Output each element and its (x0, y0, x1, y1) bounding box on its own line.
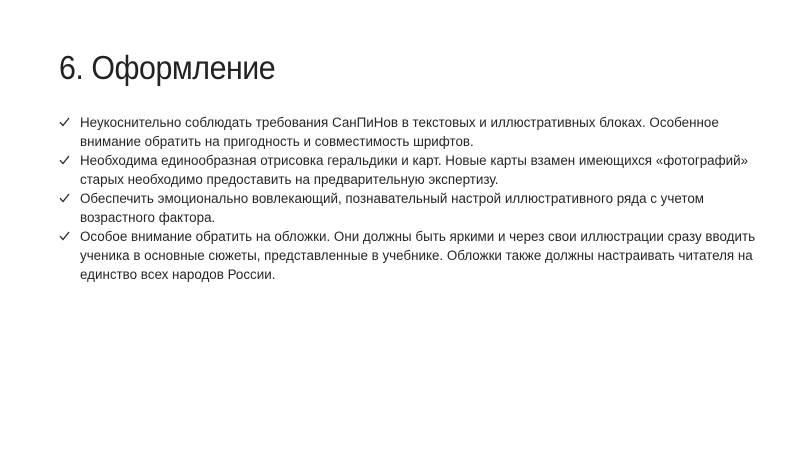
list-item (59, 227, 759, 284)
bullet-list (59, 113, 759, 284)
checkmark-icon (59, 231, 70, 241)
list-item-text: Обеспечить эмоционально вовлекающий, познавательный настрой иллюстративного ряда с учетом возрастного фактора. (80, 191, 704, 225)
list-item-text: Особое внимание обратить на обложки. Они должны быть яркими и через свои иллюстрации сразу вводить ученика в основные сюжеты, представленные в учебнике. Обложки также должны настраивать читателя на единство всех народов России. (80, 229, 756, 282)
list-item-text: Неукоснительно соблюдать требования СанПиНов в текстовых и иллюстративных блоках. Особенное внимание обратить на пригодность и совместимость шрифтов. (80, 115, 719, 149)
list-item (59, 113, 759, 151)
list-item (59, 151, 759, 189)
slide-title: 6. Оформление (59, 49, 276, 86)
checkmark-icon (59, 117, 70, 127)
list-item-text: Необходима единообразная отрисовка геральдики и карт. Новые карты взамен имеющихся «фотографий» старых необходимо предоставить на предварительную экспертизу. (80, 153, 749, 187)
checkmark-icon (59, 193, 70, 203)
list-item (59, 189, 759, 227)
checkmark-icon (59, 155, 70, 165)
